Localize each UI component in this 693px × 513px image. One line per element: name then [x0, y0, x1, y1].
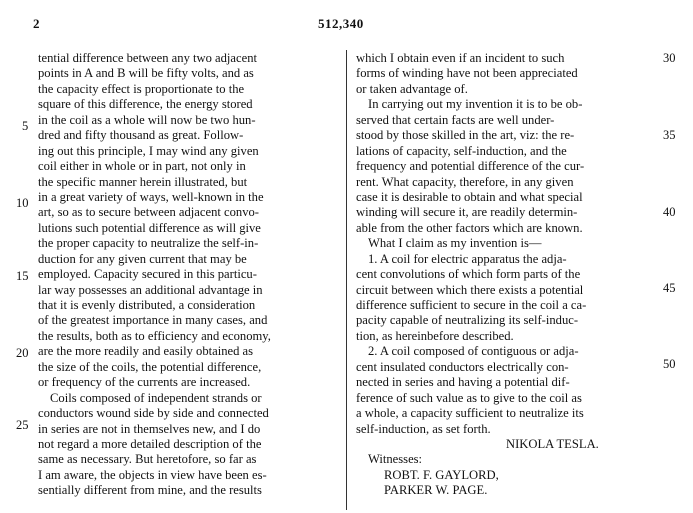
text-line: cent convolutions of which form parts of the — [356, 267, 581, 282]
text-line: a whole, a capacity sufficient to neutralize its — [356, 406, 584, 421]
text-line: ing out this principle, I may wind any given — [38, 143, 259, 158]
text-line: lations of capacity, self-induction, and the — [356, 143, 567, 158]
patent-number: 512,340 — [318, 16, 364, 31]
text-line: that it is evenly distributed, a consideration — [38, 298, 256, 312]
text-line: points in A and B will be fifty volts, and as — [38, 66, 254, 81]
line-number: 40 — [663, 205, 676, 219]
text-line: square of this difference, the energy stored — [38, 97, 253, 112]
text-line: served that certain facts are well under- — [356, 112, 555, 127]
text-line: tion, as hereinbefore described. — [356, 328, 514, 343]
line-number: 50 — [663, 357, 676, 371]
text-line: In carrying out my invention it is to be ob- — [368, 97, 583, 112]
text-line: stood by those skilled in the art, viz: the re- — [356, 128, 575, 143]
text-line: the results, both as to efficiency and economy, — [38, 328, 271, 343]
text-line: frequency and potential difference of the cur- — [356, 159, 585, 174]
inventor-signature: NIKOLA TESLA. — [506, 436, 599, 451]
text-line: are the more readily and easily obtained as — [38, 344, 254, 359]
text-line: Coils composed of independent strands or — [50, 390, 262, 405]
text-line: lutions such potential difference as will give — [38, 220, 261, 235]
claim-2-line: 2. A coil composed of contiguous or adja- — [368, 344, 579, 359]
line-number: 15 — [16, 269, 29, 283]
text-line: art, so as to secure between adjacent convo- — [38, 205, 259, 220]
line-number: 5 — [22, 119, 29, 133]
right-column — [356, 51, 656, 499]
text-line: forms of winding have not been appreciated — [356, 66, 578, 81]
text-line: What I claim as my invention is— — [368, 236, 542, 251]
text-line: duction for any given current that may be — [38, 251, 247, 266]
witness-name: PARKER W. PAGE. — [384, 483, 488, 498]
text-line: employed. Capacity secured in this particu- — [38, 267, 257, 282]
text-line: cent insulated conductors electrically con- — [356, 359, 569, 374]
text-line: in a great variety of ways, well-known in the — [38, 189, 264, 204]
column-divider — [346, 50, 347, 510]
text-line: I am aware, the objects in view have been es- — [38, 467, 267, 482]
text-line: same as necessary. But heretofore, so far as — [38, 452, 257, 467]
text-line: the size of the coils, the potential difference, — [38, 359, 262, 374]
text-line: tential difference between any two adjacent — [38, 51, 258, 65]
line-number: 10 — [16, 196, 29, 210]
text-line: ference of such value as to give to the coil as — [356, 390, 582, 405]
text-line: the capacity effect is proportionate to the — [38, 81, 245, 96]
text-line: of the greatest importance in many cases, and — [38, 313, 268, 328]
claim-1-line: 1. A coil for electric apparatus the adja- — [368, 251, 567, 266]
text-line: or taken advantage of. — [356, 81, 468, 96]
text-line: dred and fifty thousand as great. Follow- — [38, 128, 244, 143]
line-number: 45 — [663, 281, 676, 295]
text-line: coil either in whole or in part, not only in — [38, 159, 246, 174]
line-number: 20 — [16, 346, 29, 360]
left-column — [38, 51, 338, 499]
text-line: or frequency of the currents are increased. — [38, 375, 251, 390]
text-line: difference sufficient to secure in the coil a ca- — [356, 298, 587, 312]
text-line: which I obtain even if an incident to such — [356, 51, 565, 65]
text-line: conductors wound side by side and connected — [38, 406, 269, 421]
text-line: not regard a more detailed description of the — [38, 436, 262, 451]
text-line: sentially different from mine, and the results — [38, 483, 262, 498]
text-line: rent. What capacity, therefore, in any given — [356, 174, 574, 189]
witness-name: ROBT. F. GAYLORD, — [384, 467, 499, 482]
text-line: pacity capable of neutralizing its self-induc- — [356, 313, 579, 328]
witnesses-label: Witnesses: — [368, 452, 423, 467]
text-line: nected in series and having a potential dif- — [356, 375, 570, 390]
text-line: the specific manner herein illustrated, but — [38, 174, 248, 189]
text-line: lar way possesses an additional advantage in — [38, 282, 263, 297]
page-number: 2 — [33, 16, 40, 31]
text-line: self-induction, as set forth. — [356, 421, 491, 436]
text-line: in the coil as a whole will now be two hun- — [38, 112, 256, 127]
line-number: 35 — [663, 128, 676, 142]
text-line: case it is desirable to obtain and what special — [356, 189, 583, 204]
line-number: 25 — [16, 418, 29, 432]
text-line: winding will secure it, are readily determin- — [356, 205, 578, 220]
text-line: the proper capacity to neutralize the self-in- — [38, 236, 259, 251]
text-line: able from the other factors which are known. — [356, 220, 583, 235]
text-line: circuit between which there exists a potential — [356, 282, 584, 297]
text-line: in series are not in themselves new, and I do — [38, 421, 261, 436]
line-number: 30 — [663, 51, 676, 65]
